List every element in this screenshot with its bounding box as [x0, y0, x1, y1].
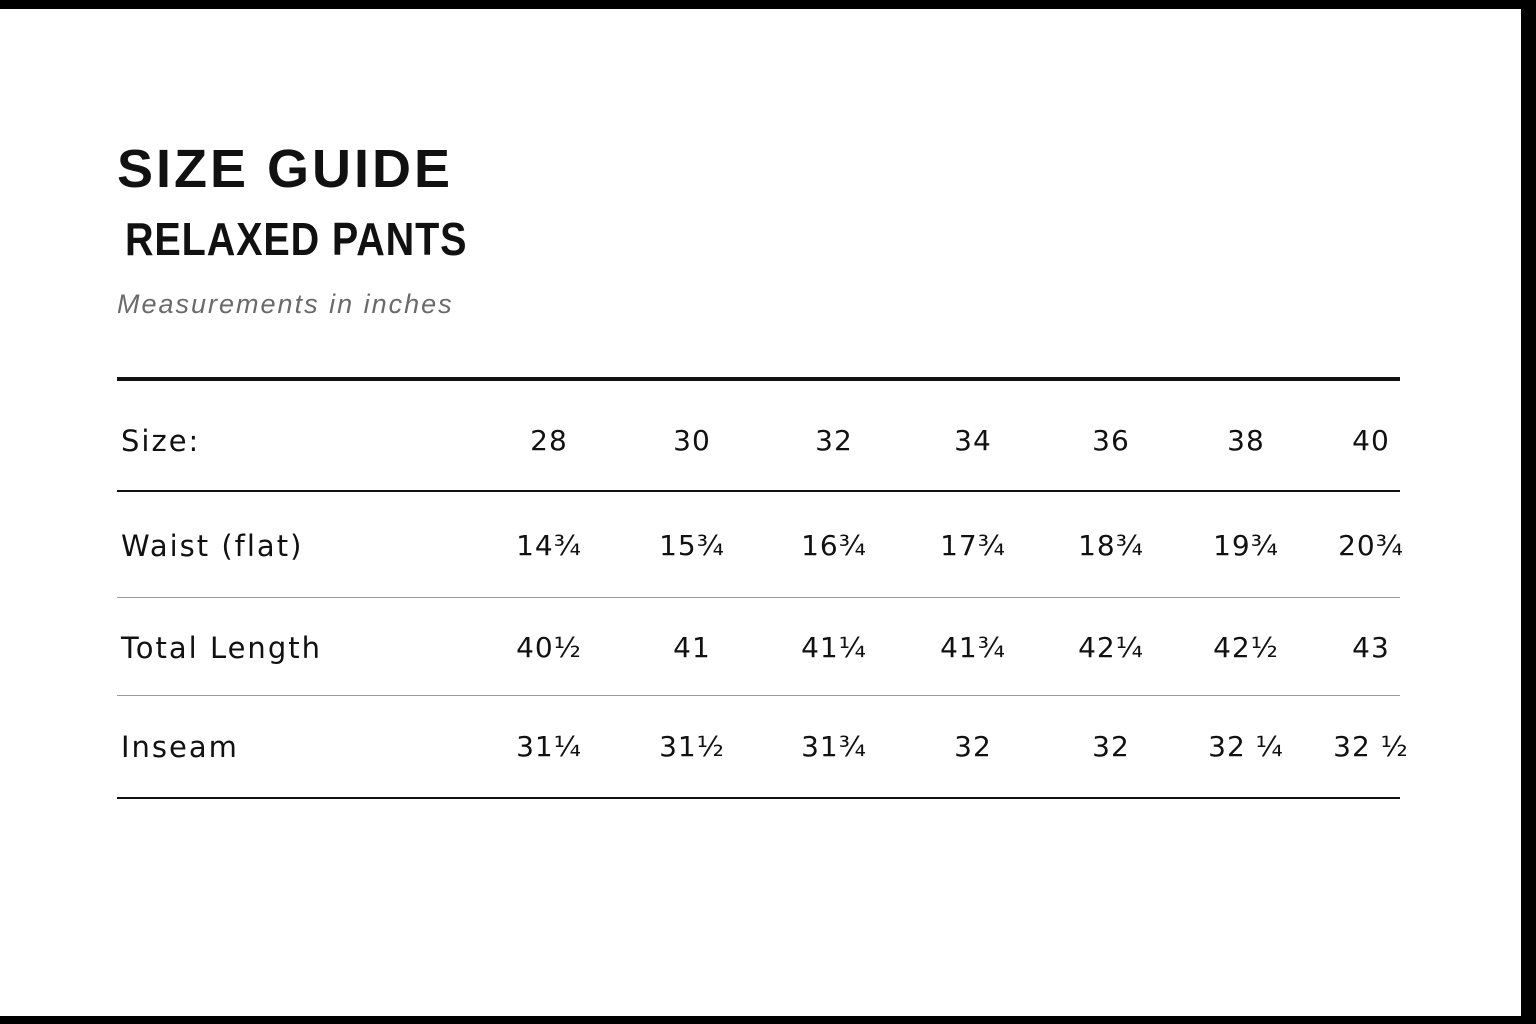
size-30: 30 [673, 424, 711, 457]
table-cell: 40½ [516, 631, 582, 664]
table-cell: 41 [673, 631, 711, 664]
row-label: Total Length [121, 631, 322, 665]
table-cell: 16¾ [801, 529, 867, 562]
row-divider [117, 695, 1400, 696]
table-cell: 32 [1092, 730, 1130, 763]
table-cell: 32 ¼ [1208, 730, 1284, 763]
table-row-inseam [0, 727, 1521, 767]
table-cell: 41¾ [940, 631, 1006, 664]
size-36: 36 [1092, 424, 1130, 457]
table-row-waist [0, 526, 1521, 566]
table-cell: 43 [1352, 631, 1390, 664]
page-title: SIZE GUIDE [117, 139, 454, 199]
header-divider [117, 490, 1400, 492]
table-cell: 42¼ [1078, 631, 1144, 664]
table-cell: 14¾ [516, 529, 582, 562]
table-cell: 31½ [659, 730, 725, 763]
table-cell: 20¾ [1338, 529, 1404, 562]
table-cell: 42½ [1213, 631, 1279, 664]
table-cell: 17¾ [940, 529, 1006, 562]
product-name: RELAXED PANTS [125, 213, 468, 265]
size-32: 32 [815, 424, 853, 457]
table-bottom-rule [117, 797, 1400, 799]
table-row-total-length [0, 628, 1521, 668]
table-cell: 18¾ [1078, 529, 1144, 562]
size-40: 40 [1352, 424, 1390, 457]
table-cell: 32 ½ [1333, 730, 1409, 763]
row-label: Inseam [121, 730, 239, 764]
table-cell: 19¾ [1213, 529, 1279, 562]
table-cell: 31¼ [516, 730, 582, 763]
table-cell: 41¼ [801, 631, 867, 664]
table-cell: 31¾ [801, 730, 867, 763]
table-cell: 32 [954, 730, 992, 763]
row-divider [117, 597, 1400, 598]
size-label: Size: [121, 424, 201, 458]
row-label: Waist (flat) [121, 529, 304, 563]
size-34: 34 [954, 424, 992, 457]
table-header-row [0, 421, 1521, 461]
size-28: 28 [530, 424, 568, 457]
units-note: Measurements in inches [117, 289, 454, 319]
size-guide-card [0, 9, 1521, 1016]
table-cell: 15¾ [659, 529, 725, 562]
size-38: 38 [1227, 424, 1265, 457]
table-top-rule [117, 377, 1400, 381]
